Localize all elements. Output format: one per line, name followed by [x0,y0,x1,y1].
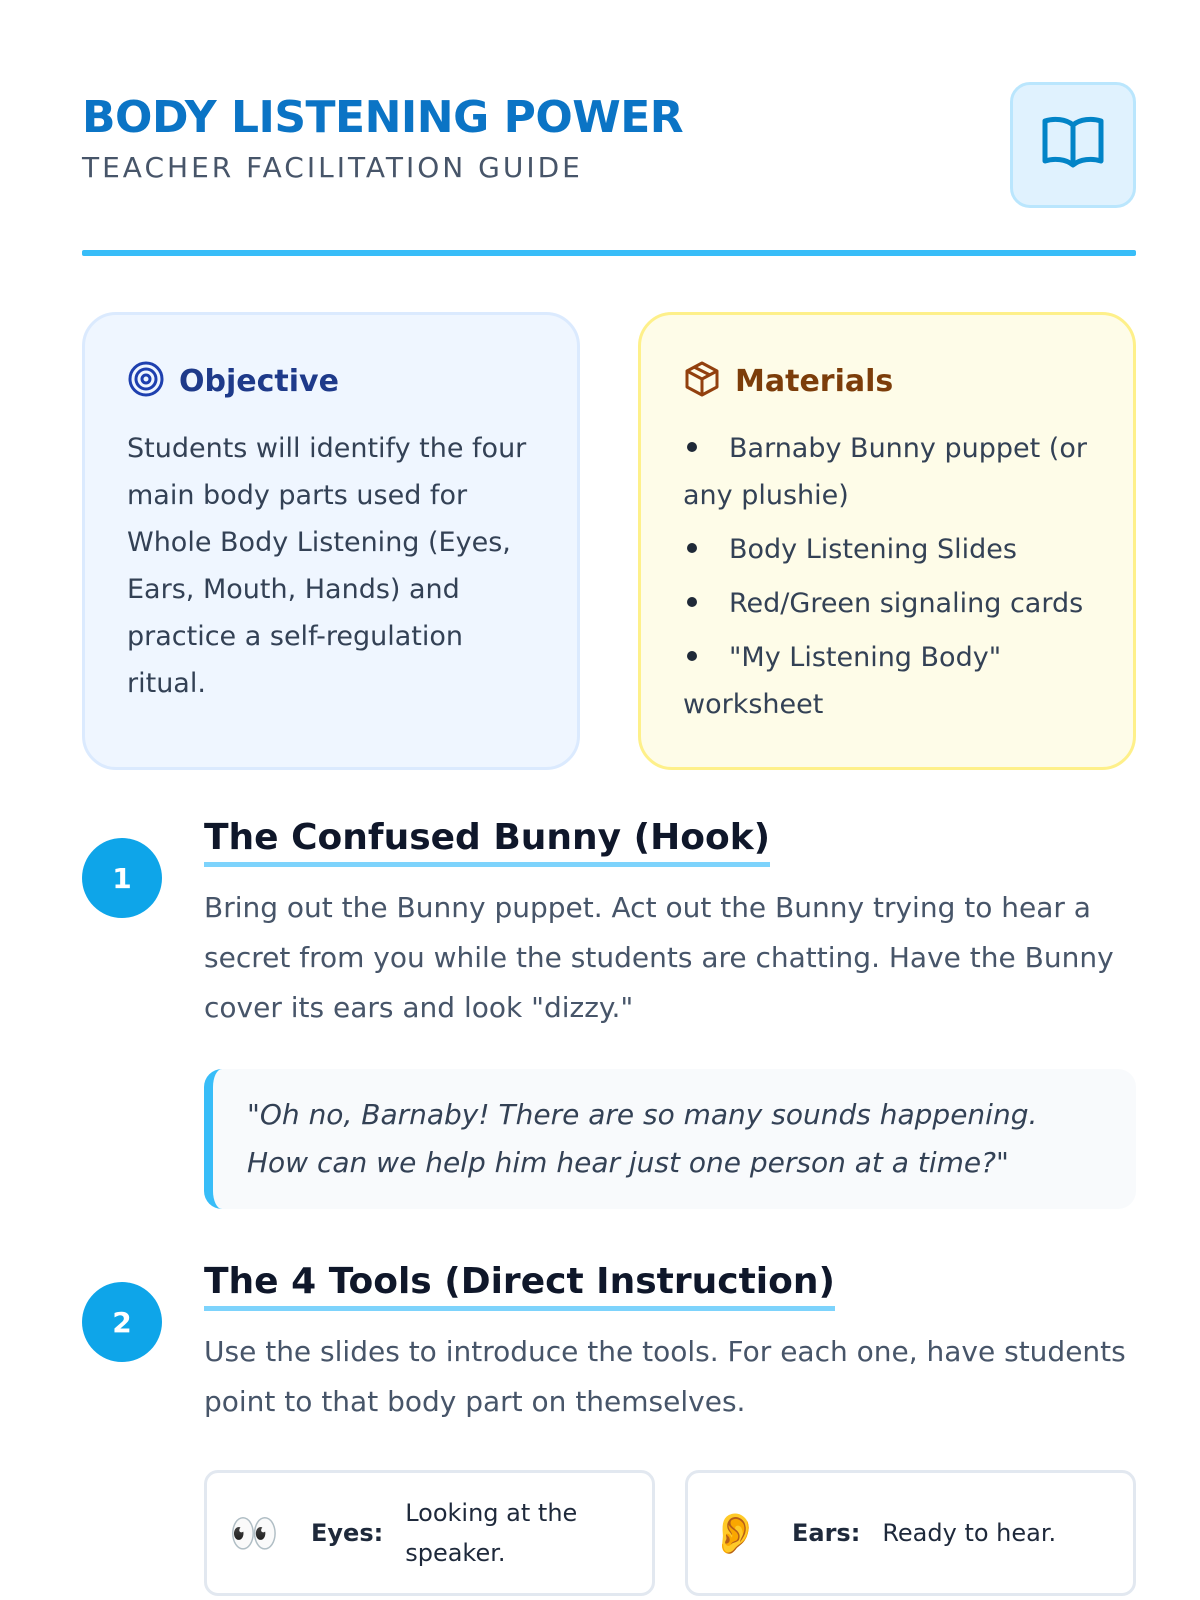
objective-heading: Objective [179,363,339,399]
tool-description: Ready to hear. [882,1519,1057,1547]
tools-grid [204,1470,1136,1596]
objective-card [82,312,580,770]
materials-heading: Materials [735,363,894,399]
step-text: Bring out the Bunny puppet. Act out the Bunny trying to hear a secret from you while the students are chatting. Have the Bunny cover its ears and look "dizzy." [204,891,1114,1024]
list-item: "My Listening Body" worksheet [683,642,1002,720]
step-number-badge: 1 [82,838,162,918]
page-subtitle: TEACHER FACILITATION GUIDE [82,151,583,184]
materials-card [638,312,1136,770]
box-icon [683,360,721,402]
page-header [82,90,1136,210]
step-text: Use the slides to introduce the tools. For each one, have students point to that body part on themselves. [204,1335,1126,1418]
target-icon [127,360,165,402]
list-item: Red/Green signaling cards [683,580,1091,627]
tool-card-ears [685,1470,1136,1596]
ear-icon: 👂 [710,1510,760,1557]
list-item: Body Listening Slides [683,526,1091,573]
tool-description: Looking at the speaker. [405,1499,578,1567]
tool-name: Ears: [792,1519,861,1547]
step-title: The 4 Tools (Direct Instruction) [204,1258,835,1311]
book-badge [1010,82,1136,208]
open-book-icon [1040,113,1106,177]
header-divider [82,250,1136,256]
step-number-badge: 2 [82,1282,162,1362]
objective-text: Students will identify the four main body parts used for Whole Body Listening (Eyes, Ears, Mouth, Hands) and practice a self-regulation ritual. [127,433,527,699]
step-title: The Confused Bunny (Hook) [204,814,770,867]
tool-card-eyes [204,1470,655,1596]
page-title: BODY LISTENING POWER [82,92,684,143]
list-item: Barnaby Bunny puppet (or any plushie) [683,433,1087,511]
eyes-icon: 👀 [229,1510,279,1557]
teacher-quote: "Oh no, Barnaby! There are so many sounds happening. How can we help him hear just one person at a time?" [204,1069,1136,1209]
materials-list [683,425,1091,728]
tool-name: Eyes: [311,1519,384,1547]
